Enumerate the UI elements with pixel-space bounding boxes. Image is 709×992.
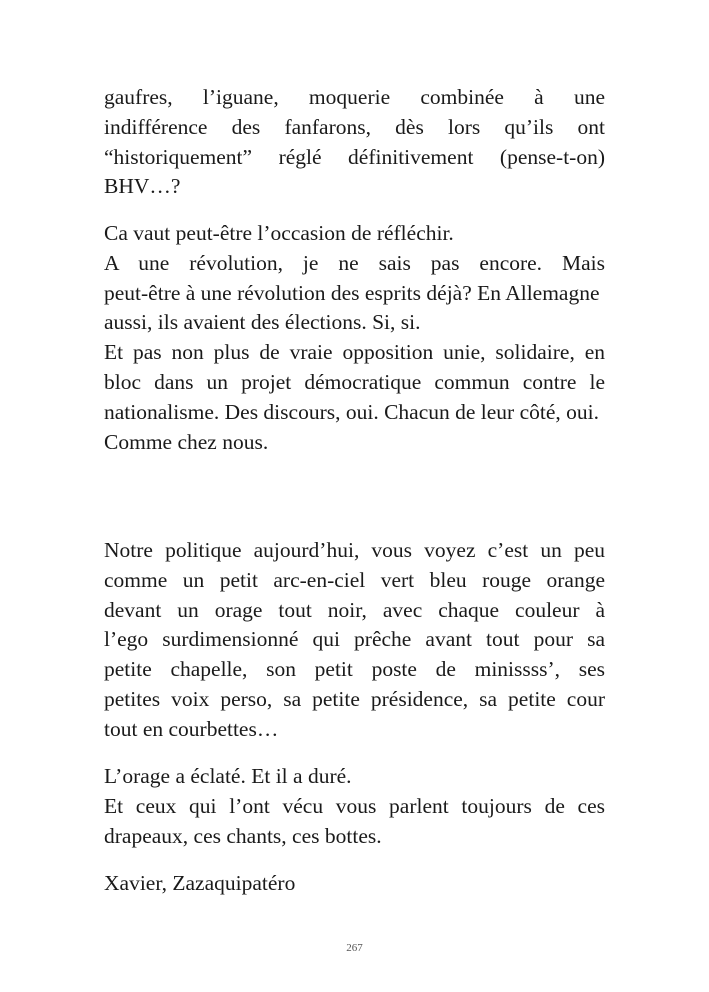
signature-paragraph xyxy=(104,869,605,899)
text-line: devant un orage tout noir, avec chaque couleur à xyxy=(104,597,605,622)
text-line: nationalisme. xyxy=(104,399,220,424)
text-line: peut-être à une révolution des esprits déjà? xyxy=(104,280,472,305)
text-line: L’orage a éclaté. Et il a duré. xyxy=(104,764,352,788)
text-line: A une révolution, je ne sais pas encore. Mais xyxy=(104,250,605,275)
text-line: Et ceux qui l’ont vécu vous parlent toujours de ces xyxy=(104,793,605,818)
text-line: Ca vaut peut-être l’occasion de réfléchir. xyxy=(104,221,454,245)
text-line: indifférence des fanfarons, dès lors qu’ils ont xyxy=(104,114,605,139)
text-line: petite chapelle, son petit poste de minissss’, ses xyxy=(104,657,605,682)
author-signature: Xavier, Zazaquipatéro xyxy=(104,871,296,895)
text-line: Comme chez nous. xyxy=(104,429,269,454)
paragraph-3 xyxy=(104,536,605,745)
text-line: Si, si. xyxy=(372,310,421,335)
text-line: Et pas non plus de vraie opposition unie, solidaire, en xyxy=(104,340,605,365)
text-line: petites voix perso, sa petite présidence, sa petite cour xyxy=(104,686,605,711)
text-line: “historiquement” réglé définitivement (pense-t-on) xyxy=(104,144,605,169)
text-line: En Allemagne aussi, ils avaient des élections. xyxy=(104,280,600,335)
text-line: comme un petit arc-en-ciel vert bleu rouge orange xyxy=(104,567,605,592)
text-line: tout en courbettes… xyxy=(104,716,279,741)
paragraph-2 xyxy=(104,219,605,457)
text-line: l’ego surdimensionné qui prêche avant tout pour sa xyxy=(104,627,605,652)
text-line: drapeaux, ces chants, ces bottes. xyxy=(104,823,382,848)
text-line: Notre politique aujourd’hui, vous voyez c’est un peu xyxy=(104,538,605,562)
text-line: bloc dans un projet démocratique commun contre le xyxy=(104,369,605,394)
text-line: gaufres, l’iguane, moquerie combinée à une xyxy=(104,85,605,109)
paragraph-1 xyxy=(104,83,605,202)
page-number: 267 xyxy=(346,942,363,954)
text-line: Des discours, oui. Chacun de leur côté, oui. xyxy=(224,399,599,424)
paragraph-4 xyxy=(104,762,605,851)
text-line: BHV…? xyxy=(104,174,181,199)
